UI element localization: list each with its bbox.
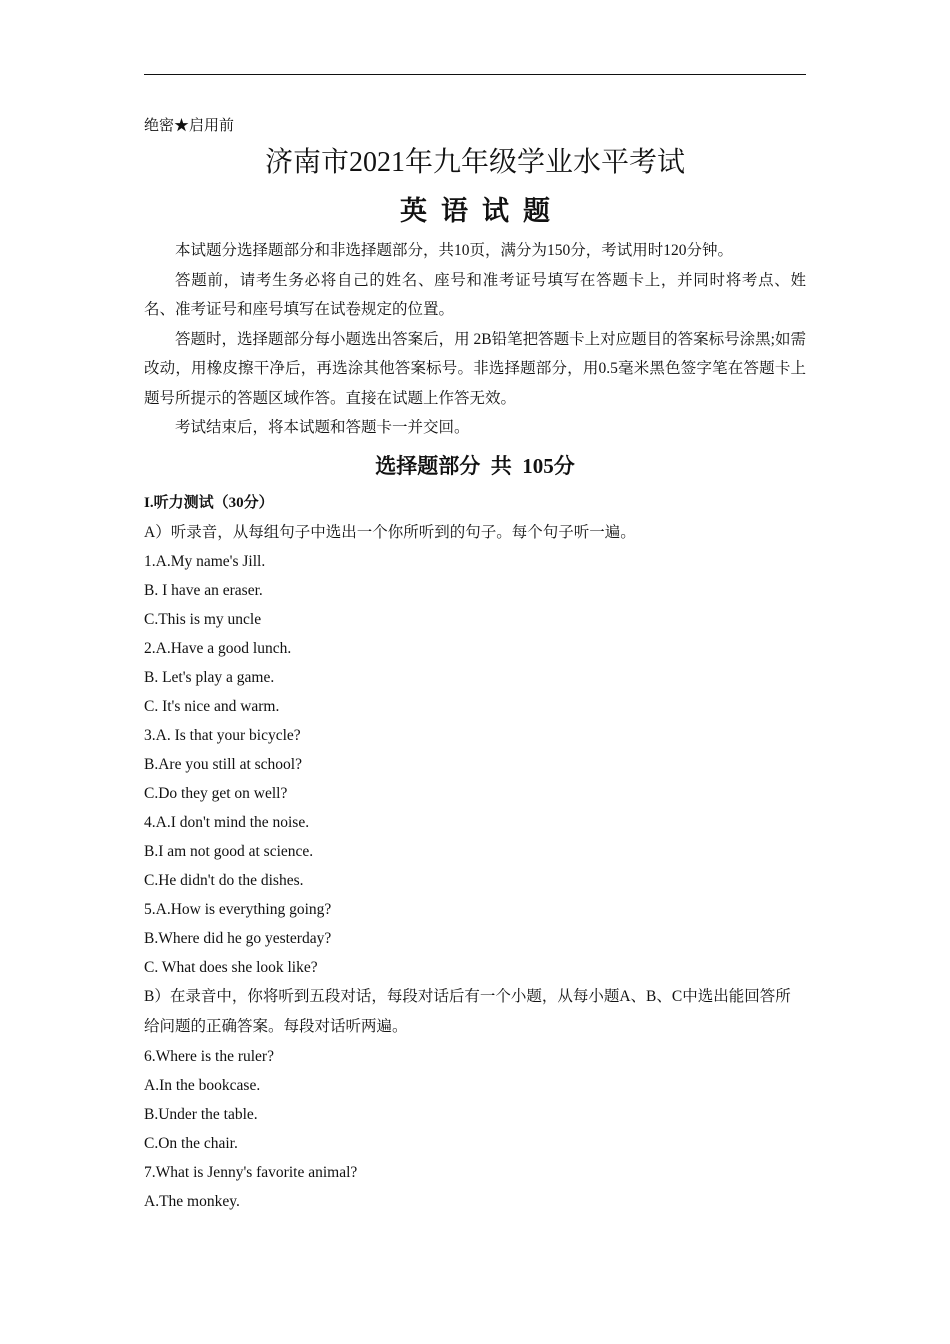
header-rule [144,74,806,75]
question-line: 6.Where is the ruler? [144,1047,274,1065]
question-line: C.Do they get on well? [144,784,288,802]
listening-a-instruction: A）听录音，从每组句子中选出一个你所听到的句子。每个句子听一遍。 [144,523,636,541]
question-line: B.Are you still at school? [144,755,302,773]
question-line: B.Where did he go yesterday? [144,929,332,947]
instruction-paragraph: 考试结束后，将本试题和答题卡一并交回。 [175,419,470,436]
question-line: 4.A.I don't mind the noise. [144,813,310,831]
secret-label: 绝密★启用前 [144,118,235,134]
question-line: C. What does she look like? [144,958,318,976]
question-line: C.On the chair. [144,1134,238,1152]
question-line: B. I have an eraser. [144,581,263,599]
listening-b-instruction: B）在录音中，你将听到五段对话，每段对话后有一个小题，从每小题A、B、C中选出能回答所给问题的正确答案。每段对话听两遍。 [144,987,791,1035]
question-line: 2.A.Have a good lunch. [144,639,292,657]
question-line: C. It's nice and warm. [144,697,280,715]
subject-title: 英语试题 [400,196,564,226]
question-line: B. Let's play a game. [144,668,275,686]
exam-page [144,112,806,1216]
question-line: 3.A. Is that your bicycle? [144,726,301,744]
instruction-paragraph: 答题时，选择题部分每小题选出答案后，用 2B铅笔把答题卡上对应题目的答案标号涂黑;如需改动，用橡皮擦干净后，再选涂其他答案标号。非选择题部分，用0.5毫米黑色签字笔在答题卡上题号所提示的答题区域作答。直接在试题上作答无效。 [144,330,806,407]
question-line: B.Under the table. [144,1105,258,1123]
instruction-paragraph: 答题前，请考生务必将自己的姓名、座号和准考证号填写在答题卡上，并同时将考点、姓名、准考证号和座号填写在试卷规定的位置。 [144,271,806,318]
question-line: C.This is my uncle [144,610,262,628]
exam-title: 济南市2021年九年级学业水平考试 [264,147,685,178]
question-line: 1.A.My name's Jill. [144,552,266,570]
question-line: A.In the bookcase. [144,1076,261,1094]
part-title: I.听力测试（30分） [144,494,274,511]
question-line: 7.What is Jenny's favorite animal? [144,1163,358,1181]
question-line: C.He didn't do the dishes. [144,871,304,889]
section-title: 选择题部分 共 105分 [375,453,575,478]
question-line: A.The monkey. [144,1192,240,1210]
question-line: 5.A.How is everything going? [144,900,332,918]
question-line: B.I am not good at science. [144,842,314,860]
instruction-paragraph: 本试题分选择题部分和非选择题部分，共10页，满分为150分，考试用时120分钟。 [175,242,734,259]
